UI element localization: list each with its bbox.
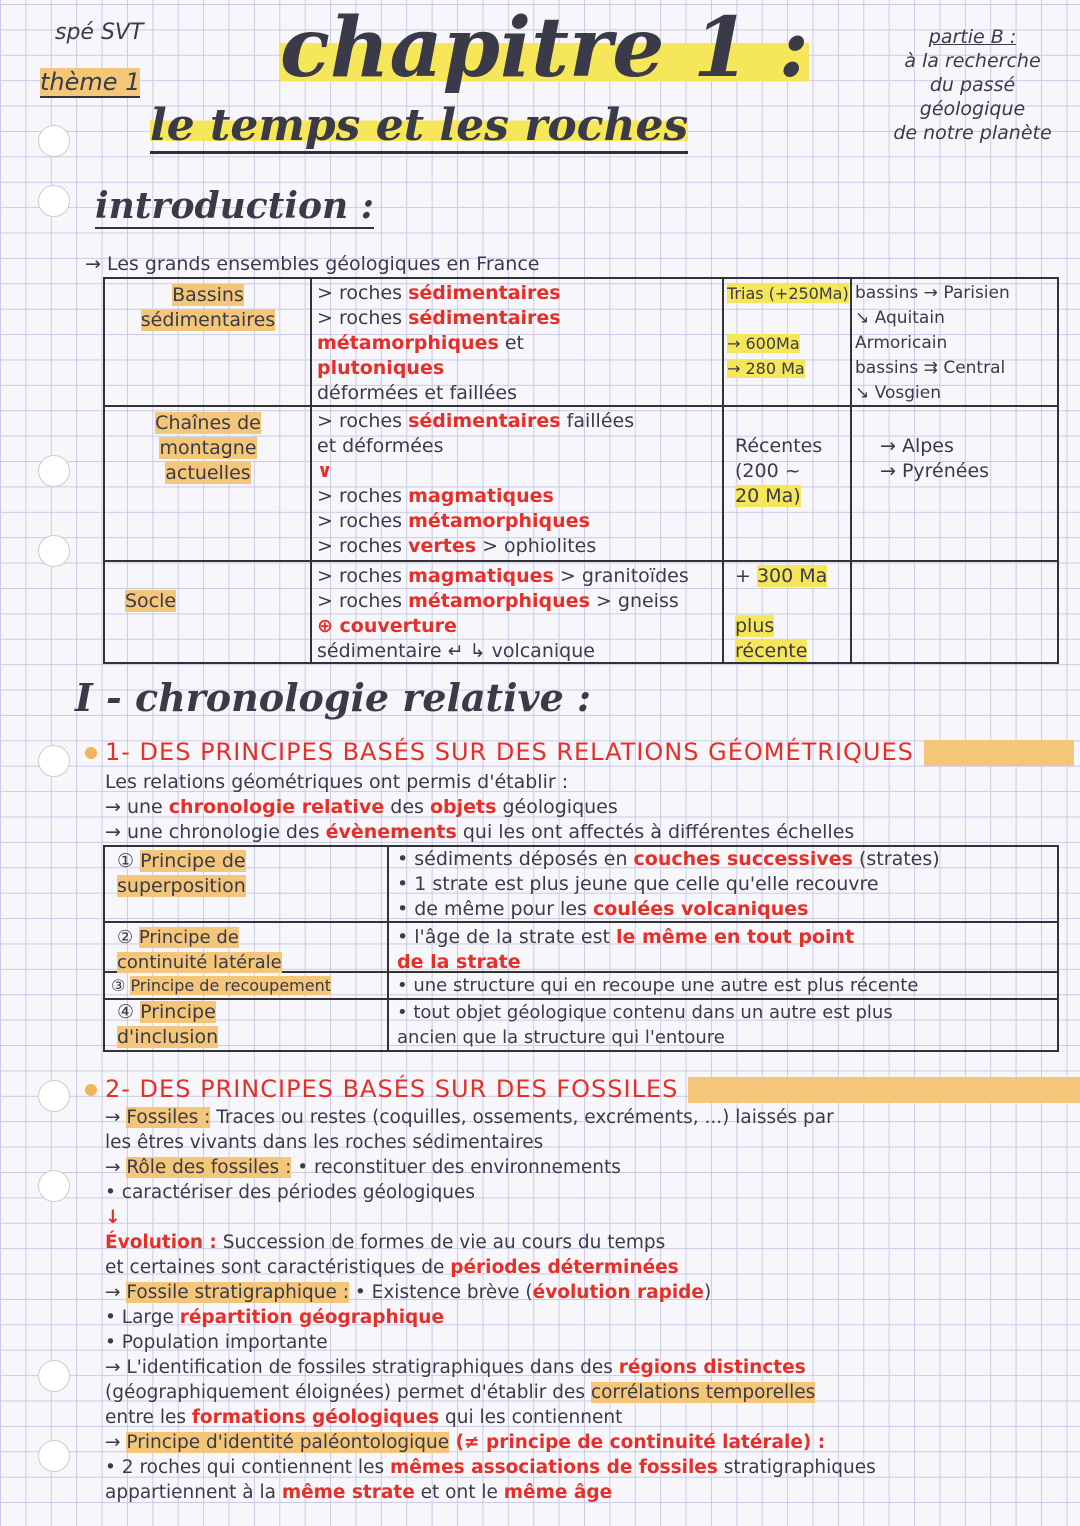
sub2-heading (85, 1075, 1080, 1103)
text: ① (117, 850, 141, 872)
text-line (880, 459, 989, 484)
text-line (105, 1205, 876, 1230)
part-line: du passé géologique (919, 74, 1026, 120)
text: • tout objet géologique contenu dans un autre est plus (397, 1002, 893, 1023)
text-line (105, 1230, 876, 1255)
sub2-heading-text: 2- DES PRINCIPES BASÉS SUR DES FOSSILES (105, 1075, 679, 1103)
intro-lead: → Les grands ensembles géologiques en France (85, 253, 540, 275)
text-line (317, 564, 689, 589)
emphasis-text: mêmes associations de fossiles (389, 1457, 718, 1478)
cell-basins-rocks (317, 281, 561, 406)
text-line (117, 849, 246, 874)
text-line (317, 639, 689, 664)
text: > roches (317, 282, 409, 304)
text: et certaines sont caractéristiques de (105, 1257, 451, 1278)
principle-inclusion-desc (397, 1000, 893, 1050)
text: appartiennent à la (105, 1482, 282, 1503)
text-line (735, 434, 822, 459)
text: • sédiments déposés en (397, 848, 634, 870)
text: sédimentaire ↵ ↳ volcanique (317, 640, 595, 662)
text-line (113, 283, 303, 308)
text-line (855, 331, 1010, 356)
emphasis-text: même âge (503, 1482, 613, 1503)
cell-mountains-rocks (317, 409, 634, 559)
cell-mountains-age (735, 409, 822, 509)
highlighted-text: → 600Ma (727, 334, 800, 353)
text: ② (117, 927, 139, 948)
text-line (397, 925, 854, 950)
binder-hole (38, 125, 70, 157)
text: • Existence brève ( (349, 1282, 533, 1303)
text-line (735, 614, 827, 639)
text: les êtres vivants dans les roches sédimentaires (105, 1132, 544, 1153)
text: bassins ⇉ Central (855, 358, 1006, 378)
text: > granitoïdes (553, 565, 689, 587)
text: • 2 roches qui contiennent les (105, 1457, 390, 1478)
text: > roches (317, 590, 409, 612)
text: > roches (317, 307, 409, 329)
cell-basins-examples (855, 281, 1010, 406)
emphasis-text: sédimentaires (408, 307, 561, 329)
text-line (117, 925, 282, 950)
text-line (397, 1000, 893, 1025)
text: + (735, 565, 757, 587)
highlighted-text: récente (735, 640, 808, 662)
text: > roches (317, 510, 409, 532)
text-line (105, 1480, 876, 1505)
text-line (317, 306, 561, 331)
highlighted-text: Fossile stratigraphique : (126, 1282, 349, 1303)
text-line (117, 874, 246, 899)
emphasis-text: de la strate (397, 951, 521, 973)
text: → (105, 1432, 127, 1453)
text-line (855, 281, 1010, 306)
text: entre les (105, 1407, 192, 1428)
emphasis-text: périodes déterminées (450, 1257, 679, 1278)
text: • reconstituer des environnements (291, 1157, 621, 1178)
text: stratigraphiques (717, 1457, 876, 1478)
text: > roches (317, 565, 409, 587)
highlighted-text: sédimentaires (140, 309, 276, 331)
text-line (317, 356, 561, 381)
emphasis-text: sédimentaires (408, 282, 561, 304)
text: et déformées (317, 435, 444, 457)
text-line (125, 589, 176, 614)
text: géologiques (496, 796, 618, 818)
text: > ophiolites (476, 535, 597, 557)
text-line (317, 381, 561, 406)
text: → une (105, 796, 169, 818)
text: → Pyrénées (880, 460, 990, 482)
highlighted-text: Chaînes de (155, 412, 261, 434)
text: • Large (105, 1307, 180, 1328)
principle-superposition-desc (397, 847, 940, 922)
emphasis-text: ∨ (317, 460, 333, 482)
text-line (727, 281, 849, 306)
highlighted-text: actuelles (165, 462, 251, 484)
principle-crosscutting (111, 973, 331, 998)
text-line (855, 306, 1010, 331)
text: ↘ Vosgien (855, 383, 941, 403)
text: (200 ~ (735, 460, 801, 482)
emphasis-text: objets (429, 796, 497, 818)
emphasis-text: évolution rapide (532, 1282, 704, 1303)
text-line (735, 564, 827, 589)
text-line (117, 950, 282, 975)
theme-label: thème 1 (40, 68, 141, 96)
text-line (317, 509, 634, 534)
text-line (113, 411, 303, 436)
emphasis-text: coulées volcaniques (592, 898, 809, 920)
emphasis-text: le même en tout point (616, 926, 855, 948)
text: et (498, 332, 524, 354)
text-line (105, 1455, 876, 1480)
text: qui les ont affectés à différentes échelles (456, 821, 855, 843)
text-line (125, 564, 176, 589)
emphasis-text: plutoniques (317, 357, 445, 379)
text-line (105, 1405, 876, 1430)
highlighted-text: Principe de (140, 850, 246, 872)
highlighted-text: continuité latérale (117, 952, 282, 973)
text-line (397, 973, 918, 998)
chapter-subtitle: le temps et les roches (150, 100, 688, 154)
text: • de même pour les (397, 898, 593, 920)
text: > gneiss (589, 590, 679, 612)
cell-mountains (113, 411, 303, 486)
text: ) (703, 1282, 712, 1303)
chapter-title: chapitre 1 : (280, 0, 809, 96)
level-label: spé SVT (55, 20, 144, 45)
text-line (855, 381, 1010, 406)
highlighted-text: 300 Ma (756, 565, 828, 587)
text-line (113, 308, 303, 333)
text-line (880, 409, 989, 434)
highlighted-text: Bassins (172, 284, 244, 306)
text: bassins → Parisien (855, 283, 1010, 303)
highlighted-text: Principe de (138, 927, 239, 948)
emphasis-text: vertes (408, 535, 477, 557)
text: ancien que la structure qui l'entoure (397, 1027, 725, 1048)
text-line (105, 1430, 876, 1455)
text-line (855, 356, 1010, 381)
highlighted-text: plus (735, 615, 775, 637)
text: qui les contiennent (439, 1407, 623, 1428)
text: → (105, 1282, 127, 1303)
highlighted-text: Principe d'identité paléontologique (126, 1432, 450, 1453)
geology-table (103, 277, 1059, 664)
text-line (105, 1355, 876, 1380)
text-line (727, 356, 849, 381)
text: • 1 strate est plus jeune que celle qu'elle recouvre (397, 873, 879, 895)
text: (strates) (852, 848, 940, 870)
principle-superposition (117, 849, 246, 899)
text: déformées et faillées (317, 382, 517, 404)
text: Succession de formes de vie au cours du temps (216, 1232, 666, 1253)
text-line (397, 847, 940, 872)
text: ④ (117, 1001, 141, 1023)
text-line (113, 461, 303, 486)
principles-table (103, 845, 1059, 1052)
text: → (105, 1157, 127, 1178)
part-block (880, 25, 1065, 145)
text: • une structure qui en recoupe une autre est plus récente (397, 975, 919, 996)
text: → L'identification de fossiles stratigraphiques dans des (105, 1357, 619, 1378)
emphasis-text: métamorphiques (408, 510, 590, 532)
text: Armoricain (855, 333, 948, 353)
highlighted-text: Trias (+250Ma) (727, 284, 849, 303)
text-line (105, 1105, 876, 1130)
text-line (735, 639, 827, 664)
binder-hole (38, 1360, 70, 1392)
text: • l'âge de la strate est (397, 926, 616, 948)
highlighted-text: → 280 Ma (727, 359, 805, 378)
section1-title: I - chronologie relative : (75, 675, 592, 720)
text-line (317, 589, 689, 614)
text-line (105, 1305, 876, 1330)
cell-socle (125, 564, 176, 614)
text-line (317, 534, 634, 559)
text-line (105, 1330, 876, 1355)
cell-mountains-examples (880, 409, 989, 484)
binder-hole (38, 745, 70, 777)
cell-socle-age (735, 564, 827, 664)
text: > roches (317, 485, 409, 507)
text: des (384, 796, 430, 818)
text-line (105, 1155, 876, 1180)
intro-title: introduction : (95, 185, 375, 227)
text-line (317, 281, 561, 306)
emphasis-text: magmatiques (408, 485, 554, 507)
sub1-heading (85, 738, 1074, 766)
emphasis-text: répartition géographique (179, 1307, 445, 1328)
text: (géographiquement éloignées) permet d'établir des (105, 1382, 591, 1403)
sub1-heading-text: 1- DES PRINCIPES BASÉS SUR DES RELATIONS GÉOMÉTRIQUES (105, 738, 914, 766)
text-line (105, 1255, 876, 1280)
text-line (117, 1025, 218, 1050)
text-line (735, 409, 822, 434)
text: > roches (317, 535, 409, 557)
principle-lateral-continuity-desc (397, 925, 854, 975)
part-line: de notre planète (893, 122, 1052, 144)
binder-hole (38, 1170, 70, 1202)
text-line (735, 484, 822, 509)
text: ↘ Aquitain (855, 308, 945, 328)
emphasis-text: évènements (325, 821, 457, 843)
text-line (105, 1280, 876, 1305)
text-line (117, 1000, 218, 1025)
text-line (105, 795, 854, 820)
text-line (397, 950, 854, 975)
binder-hole (38, 185, 70, 217)
emphasis-text: métamorphiques (408, 590, 590, 612)
emphasis-text: même strate (281, 1482, 415, 1503)
text-line (735, 459, 822, 484)
binder-hole (38, 1440, 70, 1472)
text-line (317, 331, 561, 356)
text: → une chronologie des (105, 821, 326, 843)
highlighted-text: Fossiles : (126, 1107, 211, 1128)
text-line (105, 1130, 876, 1155)
highlighted-text: 20 Ma) (735, 485, 801, 507)
text-line (727, 331, 849, 356)
text: > roches (317, 410, 409, 432)
text-line (397, 1025, 893, 1050)
highlighted-text: Rôle des fossiles : (126, 1157, 292, 1178)
text: • Population importante (105, 1332, 328, 1353)
text-line (735, 589, 827, 614)
highlighted-text: montagne (159, 437, 257, 459)
text-line (113, 436, 303, 461)
text-line (727, 306, 849, 331)
emphasis-text: formations géologiques (191, 1407, 440, 1428)
text: Traces ou restes (coquilles, ossements, excréments, ...) laissés par (210, 1107, 834, 1128)
principle-crosscutting-desc (397, 973, 918, 998)
text-line (111, 973, 331, 998)
emphasis-text: régions distinctes (618, 1357, 806, 1378)
highlighted-text: corrélations temporelles (590, 1382, 816, 1403)
principle-inclusion (117, 1000, 218, 1050)
text-line (317, 614, 689, 639)
text: → Alpes (880, 435, 954, 457)
emphasis-text: Évolution : (105, 1232, 217, 1253)
binder-hole (38, 1080, 70, 1112)
text-line (317, 434, 634, 459)
highlighted-text: d'inclusion (117, 1026, 219, 1048)
emphasis-text: magmatiques (408, 565, 554, 587)
emphasis-text: (≠ principe de continuité latérale) : (449, 1432, 826, 1453)
text: et ont le (414, 1482, 504, 1503)
emphasis-text: chronologie relative (168, 796, 385, 818)
text-line (105, 820, 854, 845)
sub1-body (105, 770, 854, 845)
emphasis-text: ⊕ couverture (317, 615, 457, 637)
principle-lateral-continuity (117, 925, 282, 975)
text: Les relations géométriques ont permis d'établir : (105, 771, 569, 793)
highlighted-text: Principe (140, 1001, 216, 1023)
cell-socle-rocks (317, 564, 689, 664)
text: Récentes (735, 435, 823, 457)
cell-basins-age (727, 281, 849, 381)
text: ③ (111, 976, 131, 995)
part-label: partie B : (928, 26, 1017, 48)
highlighted-text: superposition (117, 875, 246, 897)
highlighted-text: Principe de recoupement (130, 976, 332, 995)
text-line (105, 1380, 876, 1405)
binder-hole (38, 535, 70, 567)
text-line (105, 770, 854, 795)
emphasis-text: ↓ (105, 1207, 121, 1228)
emphasis-text: couches successives (633, 848, 853, 870)
cell-basins (113, 283, 303, 333)
text: → (105, 1107, 127, 1128)
text-line (880, 434, 989, 459)
part-line: à la recherche (904, 50, 1041, 72)
highlighted-text: Socle (125, 590, 177, 612)
sub2-body (105, 1105, 876, 1505)
text-line (317, 484, 634, 509)
text: • caractériser des périodes géologiques (105, 1182, 476, 1203)
text-line (397, 872, 940, 897)
text-line (317, 409, 634, 434)
text-line (105, 1180, 876, 1205)
text: faillées (560, 410, 635, 432)
text-line (397, 897, 940, 922)
emphasis-text: sédimentaires (408, 410, 561, 432)
emphasis-text: métamorphiques (317, 332, 499, 354)
binder-hole (38, 455, 70, 487)
text-line (317, 459, 634, 484)
